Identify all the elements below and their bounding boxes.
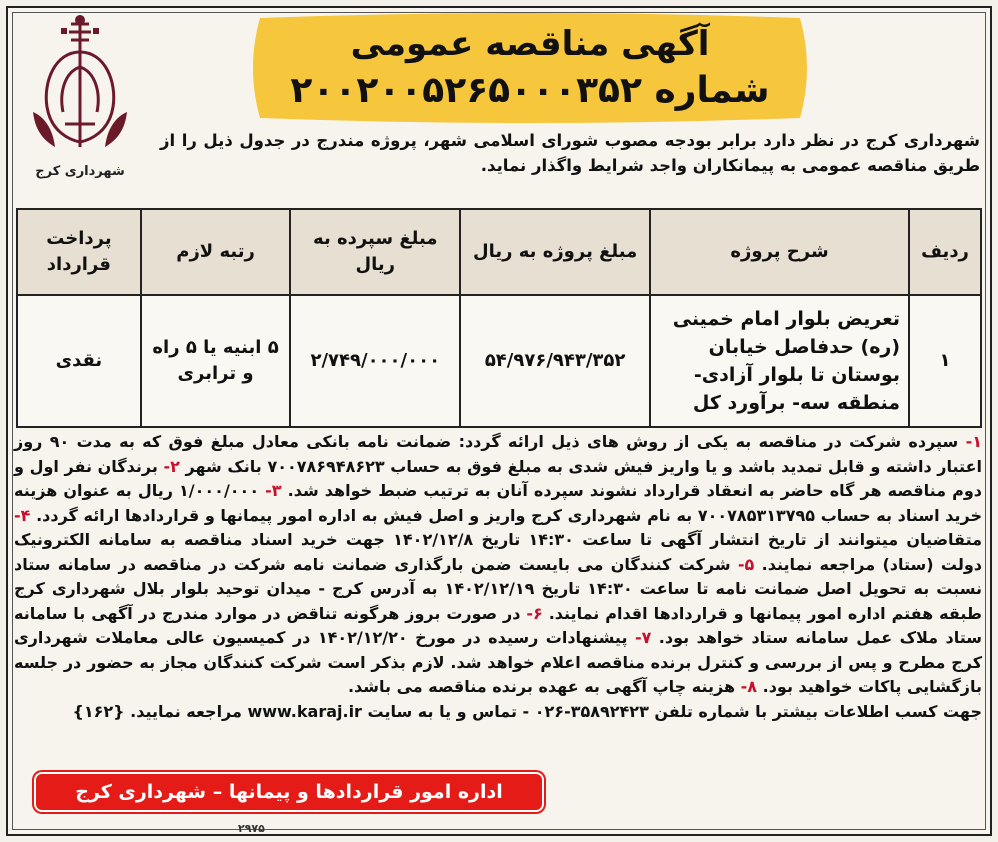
condition-text: شرکت کنندگان می بایست ضمن بارگذاری ضمانت نامه شرکت در مناقصه در سامانه ستاد نسبت به تحویل اصل ضمانت نامه تا ساعت ۱۴:۳۰ تاریخ ۱۴۰۲/۱۲/۱۹ به آدرس کرج - میدان توحید بلوار بلال شهرداری کرج طبقه هفتم اداره امور پیمانها و قراردادها اقدام نمایند.: [14, 554, 983, 623]
condition-text: ۱/۰۰۰/۰۰۰ ریال به عنوان هزینه خرید اسناد به حساب ۷۰۰۷۸۵۳۱۳۷۹۵ به نام شهرداری کرج واریز و اصل فیش به اداره امور پیمانها و قراردادها ارائه گردد.: [14, 481, 983, 525]
header-payment: پرداخت قرارداد: [17, 209, 141, 295]
header-required-grade: رتبه لازم: [141, 209, 291, 295]
cell-row-number: ۱: [909, 295, 981, 427]
header-deposit-amount: مبلغ سپرده به ریال: [290, 209, 460, 295]
cell-deposit-amount: ۲/۷۴۹/۰۰۰/۰۰۰: [290, 295, 460, 427]
municipality-logo: [20, 12, 140, 192]
footer-label: اداره امور قراردادها و پیمانها – شهرداری کرج: [75, 781, 503, 803]
condition-text: سپرده شرکت در مناقصه به یکی از روش های ذیل ارائه گردد: ضمانت نامه بانکی معادل مبلغ فوق که به مدت ۹۰ روز اعتبار داشته و قابل تمدید باشد و یا واریز فیش شدی به مبلغ فوق به حساب ۷۰۰۷۸۶۹۴۸۶۲۳ بانک شهر: [14, 432, 982, 476]
header-project-amount: مبلغ پروژه به ریال: [460, 209, 650, 295]
contact-text-end: مراجعه نمایید. {۱۶۲}: [72, 701, 248, 721]
cell-description: تعریض بلوار امام خمینی (ره) حدفاصل خیابان بوستان تا بلوار آزادی- منطقه سه- برآورد کل: [650, 295, 909, 427]
condition-text: برندگان نفر اول و دوم مناقصه هر گاه حاضر به انعقاد قرارداد نشوند سپرده آنان به ترتیب ضبط خواهد شد.: [14, 456, 983, 500]
cell-project-amount: ۵۴/۹۷۶/۹۴۳/۳۵۲: [460, 295, 650, 427]
condition-text: پیشنهادات رسیده در مورخ ۱۴۰۲/۱۲/۲۰ در کمیسیون عالی معاملات شهرداری کرج مطرح و پس از بررسی و کنترل برنده مناقصه اعلام خواهد شد. لازم بذکر است شرکت کنندگان مجاز به حضور در جلسه بازگشایی پاکات خواهید بود.: [14, 628, 982, 696]
conditions-text: [14, 430, 982, 724]
condition-text: در صورت بروز هرگونه تناقض در موارد مندرج در آگهی با سامانه ستاد ملاک عمل سامانه ستاد خواهد بود.: [14, 603, 983, 647]
cell-required-grade: ۵ ابنیه یا ۵ راه و ترابری: [141, 295, 291, 427]
cell-payment: نقدی: [17, 295, 141, 427]
table-row: [17, 295, 981, 427]
tender-table: [16, 208, 982, 428]
table-header-row: [17, 209, 981, 295]
title-banner: [240, 12, 820, 124]
ad-title: آگهی مناقصه عمومی: [350, 24, 710, 64]
logo-caption: شهرداری کرج: [35, 164, 125, 179]
condition-number: ۱-: [965, 432, 982, 451]
karaj-logo-icon: [25, 12, 135, 162]
condition-number: ۶-: [526, 603, 543, 623]
condition-number: ۴-: [14, 505, 31, 525]
intro-paragraph: شهرداری کرج در نظر دارد برابر بودجه مصوب شورای اسلامی شهر، پروژه مندرج در جدول ذیل را از طریق مناقصه عمومی به پیمانکاران واجد شرایط واگذار نماید.: [160, 131, 980, 175]
condition-text: متقاضیان میتوانند از تاریخ انتشار آگهی تا ساعت ۱۴:۳۰ تاریخ ۱۴۰۲/۱۲/۸ جهت خرید اسناد مناقصه به سامانه الکترونیک دولت (ستاد) مراجعه نمایند.: [14, 530, 983, 574]
condition-number: ۳-: [265, 481, 282, 500]
footer-banner: [34, 772, 544, 812]
condition-number: ۷-: [634, 628, 652, 647]
header-row-number: ردیف: [909, 209, 981, 295]
page-code: ۲۹۷۵: [238, 822, 265, 835]
contact-text: جهت کسب اطلاعات بیشتر با شماره تلفن ۳۵۸۹۲۴۲۳-۰۲۶ - تماس و یا به سایت: [361, 701, 982, 721]
website-link[interactable]: www.karaj.ir: [247, 701, 362, 721]
header-description: شرح پروژه: [650, 209, 909, 295]
condition-text: هزینه چاپ آگهی به عهده برنده مناقصه می باشد.: [347, 677, 741, 696]
condition-number: ۸-: [740, 677, 758, 696]
condition-number: ۲-: [163, 456, 180, 476]
tender-number: شماره ۲۰۰۲۰۰۵۲۶۵۰۰۰۳۵۲: [290, 70, 770, 111]
condition-number: ۵-: [737, 554, 755, 574]
